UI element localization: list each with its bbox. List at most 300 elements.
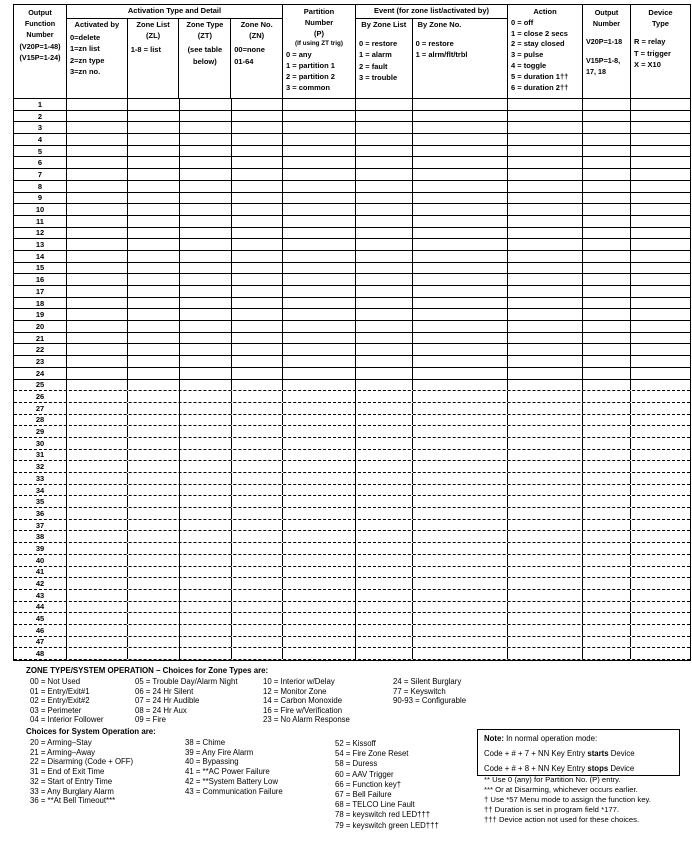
row-number-cell: 30 bbox=[14, 438, 67, 449]
footnotes: ** Use 0 (any) for Partition No. (P) entry. *** Or at Disarming, whichever occurs earlier. † Use *57 Menu mode to assign the function key. †† Duration is set in program field *177. ††† Device action not used for these choices. bbox=[484, 775, 651, 824]
blank-entry-cell bbox=[583, 263, 631, 274]
blank-entry-cell bbox=[67, 637, 128, 648]
blank-entry-cell bbox=[180, 368, 232, 379]
blank-entry-cell bbox=[232, 169, 283, 180]
blank-entry-cell bbox=[180, 216, 232, 227]
row-number-cell: 8 bbox=[14, 181, 67, 192]
blank-entry-cell bbox=[232, 590, 283, 601]
table-row bbox=[14, 251, 690, 263]
by-zone-list-title: By Zone List bbox=[361, 20, 407, 29]
blank-entry-cell bbox=[232, 228, 283, 239]
blank-entry-cell bbox=[583, 531, 631, 542]
blank-entry-cell bbox=[128, 450, 180, 461]
blank-entry-cell bbox=[413, 496, 508, 507]
blank-entry-cell bbox=[356, 450, 413, 461]
blank-entry-cell bbox=[232, 391, 283, 402]
blank-entry-cell bbox=[128, 169, 180, 180]
blank-entry-cell bbox=[128, 637, 180, 648]
blank-entry-cell bbox=[356, 508, 413, 519]
blank-entry-cell bbox=[356, 193, 413, 204]
blank-entry-cell bbox=[128, 111, 180, 122]
blank-entry-cell bbox=[283, 461, 356, 472]
blank-entry-cell bbox=[356, 263, 413, 274]
blank-entry-cell bbox=[128, 204, 180, 215]
blank-entry-cell bbox=[508, 380, 583, 391]
blank-entry-cell bbox=[232, 157, 283, 168]
system-operation-list-col3: 52 = Kissoff 54 = Fire Zone Reset 58 = Duress 60 = AAV Trigger 66 = Function key† 67 = Bell Failure 68 = TELCO Line Fault 78 = keyswitch red LED††† 79 = keyswitch green LED††† bbox=[335, 739, 439, 830]
header-zone-no bbox=[231, 19, 282, 98]
blank-entry-cell bbox=[180, 169, 232, 180]
blank-entry-cell bbox=[583, 403, 631, 414]
blank-entry-cell bbox=[283, 555, 356, 566]
row-number-cell: 38 bbox=[14, 531, 67, 542]
blank-entry-cell bbox=[583, 344, 631, 355]
blank-entry-cell bbox=[413, 204, 508, 215]
blank-entry-cell bbox=[232, 146, 283, 157]
blank-entry-cell bbox=[283, 298, 356, 309]
blank-entry-cell bbox=[583, 391, 631, 402]
row-number-cell: 31 bbox=[14, 450, 67, 461]
blank-entry-cell bbox=[232, 368, 283, 379]
blank-entry-cell bbox=[631, 403, 690, 414]
blank-entry-cell bbox=[356, 590, 413, 601]
blank-entry-cell bbox=[67, 344, 128, 355]
blank-entry-cell bbox=[356, 543, 413, 554]
blank-entry-cell bbox=[128, 403, 180, 414]
blank-entry-cell bbox=[283, 216, 356, 227]
blank-entry-cell bbox=[283, 333, 356, 344]
blank-entry-cell bbox=[413, 193, 508, 204]
blank-entry-cell bbox=[508, 415, 583, 426]
partition-note: (If using ZT trig) bbox=[295, 40, 343, 48]
row-number-cell: 36 bbox=[14, 508, 67, 519]
blank-entry-cell bbox=[583, 590, 631, 601]
blank-entry-cell bbox=[413, 146, 508, 157]
blank-entry-cell bbox=[67, 496, 128, 507]
blank-entry-cell bbox=[232, 344, 283, 355]
table-row bbox=[14, 380, 690, 392]
blank-entry-cell bbox=[128, 344, 180, 355]
blank-entry-cell bbox=[128, 239, 180, 250]
blank-entry-cell bbox=[413, 415, 508, 426]
blank-entry-cell bbox=[583, 333, 631, 344]
blank-entry-cell bbox=[508, 578, 583, 589]
blank-entry-cell bbox=[128, 496, 180, 507]
blank-entry-cell bbox=[283, 169, 356, 180]
blank-entry-cell bbox=[180, 333, 232, 344]
blank-entry-cell bbox=[631, 251, 690, 262]
row-number-cell: 17 bbox=[14, 286, 67, 297]
row-number-cell: 35 bbox=[14, 496, 67, 507]
blank-entry-cell bbox=[413, 157, 508, 168]
blank-entry-cell bbox=[583, 298, 631, 309]
blank-entry-cell bbox=[413, 543, 508, 554]
blank-entry-cell bbox=[180, 181, 232, 192]
blank-entry-cell bbox=[413, 134, 508, 145]
blank-entry-cell bbox=[180, 496, 232, 507]
blank-entry-cell bbox=[283, 228, 356, 239]
blank-entry-cell bbox=[128, 555, 180, 566]
blank-entry-cell bbox=[232, 356, 283, 367]
blank-entry-cell bbox=[413, 637, 508, 648]
blank-entry-cell bbox=[232, 520, 283, 531]
blank-entry-cell bbox=[128, 578, 180, 589]
blank-entry-cell bbox=[128, 531, 180, 542]
blank-entry-cell bbox=[631, 111, 690, 122]
blank-entry-cell bbox=[128, 99, 180, 110]
blank-entry-cell bbox=[67, 368, 128, 379]
blank-entry-cell bbox=[283, 321, 356, 332]
blank-entry-cell bbox=[128, 415, 180, 426]
row-number-cell: 14 bbox=[14, 251, 67, 262]
blank-entry-cell bbox=[128, 263, 180, 274]
blank-entry-cell bbox=[631, 274, 690, 285]
blank-entry-cell bbox=[283, 157, 356, 168]
blank-entry-cell bbox=[180, 298, 232, 309]
table-row bbox=[14, 461, 690, 473]
blank-entry-cell bbox=[508, 496, 583, 507]
blank-entry-cell bbox=[508, 321, 583, 332]
blank-entry-cell bbox=[232, 111, 283, 122]
blank-entry-cell bbox=[128, 426, 180, 437]
blank-entry-cell bbox=[356, 637, 413, 648]
table-row bbox=[14, 567, 690, 579]
row-number-cell: 27 bbox=[14, 403, 67, 414]
blank-entry-cell bbox=[67, 204, 128, 215]
blank-entry-cell bbox=[631, 344, 690, 355]
blank-entry-cell bbox=[508, 625, 583, 636]
blank-entry-cell bbox=[631, 531, 690, 542]
blank-entry-cell bbox=[180, 485, 232, 496]
event-group-title: Event (for zone list/activated by) bbox=[356, 5, 507, 19]
blank-entry-cell bbox=[413, 263, 508, 274]
blank-entry-cell bbox=[67, 543, 128, 554]
system-operation-heading: Choices for System Operation are: bbox=[26, 727, 156, 736]
blank-entry-cell bbox=[631, 134, 690, 145]
zone-type-heading: ZONE TYPE/SYSTEM OPERATION – Choices for Zone Types are: bbox=[26, 666, 269, 675]
row-number-cell: 19 bbox=[14, 309, 67, 320]
blank-entry-cell bbox=[180, 590, 232, 601]
table-row bbox=[14, 228, 690, 240]
blank-entry-cell bbox=[180, 450, 232, 461]
blank-entry-cell bbox=[356, 625, 413, 636]
blank-entry-cell bbox=[128, 625, 180, 636]
table-row bbox=[14, 122, 690, 134]
blank-entry-cell bbox=[583, 485, 631, 496]
blank-entry-cell bbox=[508, 309, 583, 320]
blank-entry-cell bbox=[413, 590, 508, 601]
blank-entry-cell bbox=[356, 321, 413, 332]
blank-entry-cell bbox=[67, 263, 128, 274]
blank-entry-cell bbox=[356, 204, 413, 215]
blank-entry-cell bbox=[508, 426, 583, 437]
blank-entry-cell bbox=[128, 298, 180, 309]
blank-entry-cell bbox=[180, 193, 232, 204]
blank-entry-cell bbox=[67, 403, 128, 414]
blank-entry-cell bbox=[413, 555, 508, 566]
blank-entry-cell bbox=[631, 637, 690, 648]
row-number-cell: 3 bbox=[14, 122, 67, 133]
blank-entry-cell bbox=[508, 461, 583, 472]
row-number-cell: 18 bbox=[14, 298, 67, 309]
note-line: Note: In normal operation mode: bbox=[484, 734, 598, 743]
blank-entry-cell bbox=[283, 613, 356, 624]
zone-type-list-col4: 24 = Silent Burglary 77 = Keyswitch 90-93 = Configurable bbox=[393, 677, 467, 706]
blank-entry-cell bbox=[583, 578, 631, 589]
blank-entry-cell bbox=[631, 496, 690, 507]
blank-entry-cell bbox=[631, 368, 690, 379]
blank-entry-cell bbox=[413, 228, 508, 239]
blank-entry-cell bbox=[232, 531, 283, 542]
table-row bbox=[14, 590, 690, 602]
blank-entry-cell bbox=[413, 531, 508, 542]
row-number-cell: 29 bbox=[14, 426, 67, 437]
device-type-options: R = relay T = trigger X = X10 bbox=[634, 37, 671, 69]
blank-entry-cell bbox=[356, 99, 413, 110]
blank-entry-cell bbox=[413, 403, 508, 414]
blank-entry-cell bbox=[631, 122, 690, 133]
zone-list-title: Zone List (ZL) bbox=[136, 20, 170, 41]
blank-entry-cell bbox=[283, 146, 356, 157]
blank-entry-cell bbox=[356, 567, 413, 578]
blank-entry-cell bbox=[508, 344, 583, 355]
blank-entry-cell bbox=[128, 648, 180, 659]
blank-entry-cell bbox=[128, 602, 180, 613]
blank-entry-cell bbox=[180, 461, 232, 472]
blank-entry-cell bbox=[356, 122, 413, 133]
blank-entry-cell bbox=[180, 157, 232, 168]
blank-entry-cell bbox=[232, 298, 283, 309]
blank-entry-cell bbox=[631, 321, 690, 332]
blank-entry-cell bbox=[356, 555, 413, 566]
blank-entry-cell bbox=[67, 333, 128, 344]
row-number-cell: 6 bbox=[14, 157, 67, 168]
row-number-cell: 48 bbox=[14, 648, 67, 659]
blank-entry-cell bbox=[283, 274, 356, 285]
blank-entry-cell bbox=[508, 391, 583, 402]
blank-entry-cell bbox=[413, 450, 508, 461]
blank-entry-cell bbox=[583, 450, 631, 461]
blank-entry-cell bbox=[283, 590, 356, 601]
blank-entry-cell bbox=[508, 146, 583, 157]
blank-entry-cell bbox=[583, 239, 631, 250]
blank-entry-cell bbox=[67, 531, 128, 542]
blank-entry-cell bbox=[631, 263, 690, 274]
blank-entry-cell bbox=[356, 134, 413, 145]
blank-entry-cell bbox=[583, 613, 631, 624]
blank-entry-cell bbox=[631, 333, 690, 344]
blank-entry-cell bbox=[180, 426, 232, 437]
blank-entry-cell bbox=[356, 485, 413, 496]
blank-entry-cell bbox=[413, 309, 508, 320]
blank-entry-cell bbox=[283, 263, 356, 274]
table-row bbox=[14, 356, 690, 368]
table-row bbox=[14, 520, 690, 532]
blank-entry-cell bbox=[128, 438, 180, 449]
blank-entry-cell bbox=[283, 403, 356, 414]
blank-entry-cell bbox=[67, 590, 128, 601]
blank-entry-cell bbox=[583, 648, 631, 659]
blank-entry-cell bbox=[67, 602, 128, 613]
blank-entry-cell bbox=[356, 403, 413, 414]
blank-entry-cell bbox=[232, 438, 283, 449]
blank-entry-cell bbox=[283, 648, 356, 659]
blank-entry-cell bbox=[508, 333, 583, 344]
blank-entry-cell bbox=[67, 461, 128, 472]
blank-entry-cell bbox=[67, 181, 128, 192]
blank-entry-cell bbox=[631, 309, 690, 320]
blank-entry-cell bbox=[583, 520, 631, 531]
blank-entry-cell bbox=[413, 99, 508, 110]
blank-entry-cell bbox=[631, 567, 690, 578]
blank-entry-cell bbox=[180, 438, 232, 449]
blank-entry-cell bbox=[128, 333, 180, 344]
blank-entry-cell bbox=[180, 274, 232, 285]
zone-type-options: (see table below) bbox=[187, 45, 223, 66]
blank-entry-cell bbox=[413, 391, 508, 402]
blank-entry-cell bbox=[583, 555, 631, 566]
note-line: Code + # + 8 + NN Key Entry stops Device bbox=[484, 764, 635, 773]
blank-entry-cell bbox=[180, 251, 232, 262]
blank-entry-cell bbox=[508, 485, 583, 496]
blank-entry-cell bbox=[508, 286, 583, 297]
table-row bbox=[14, 508, 690, 520]
blank-entry-cell bbox=[356, 157, 413, 168]
blank-entry-cell bbox=[283, 508, 356, 519]
header-output-number bbox=[583, 5, 631, 98]
blank-entry-cell bbox=[232, 613, 283, 624]
table-row bbox=[14, 613, 690, 625]
blank-entry-cell bbox=[356, 111, 413, 122]
blank-entry-cell bbox=[232, 134, 283, 145]
blank-entry-cell bbox=[232, 508, 283, 519]
blank-entry-cell bbox=[128, 461, 180, 472]
blank-entry-cell bbox=[508, 134, 583, 145]
blank-entry-cell bbox=[283, 602, 356, 613]
blank-entry-cell bbox=[67, 648, 128, 659]
blank-entry-cell bbox=[583, 193, 631, 204]
table-row bbox=[14, 298, 690, 310]
blank-entry-cell bbox=[356, 613, 413, 624]
output-number-title: Output Number bbox=[592, 8, 621, 29]
row-number-cell: 34 bbox=[14, 485, 67, 496]
header-activated-by bbox=[67, 19, 128, 98]
blank-entry-cell bbox=[356, 309, 413, 320]
row-number-cell: 43 bbox=[14, 590, 67, 601]
table-row bbox=[14, 602, 690, 614]
blank-entry-cell bbox=[583, 543, 631, 554]
blank-entry-cell bbox=[508, 531, 583, 542]
blank-entry-cell bbox=[508, 193, 583, 204]
blank-entry-cell bbox=[631, 520, 690, 531]
blank-entry-cell bbox=[356, 169, 413, 180]
blank-entry-cell bbox=[583, 146, 631, 157]
blank-entry-cell bbox=[67, 228, 128, 239]
blank-entry-cell bbox=[413, 438, 508, 449]
blank-entry-cell bbox=[631, 193, 690, 204]
blank-entry-cell bbox=[180, 648, 232, 659]
blank-entry-cell bbox=[283, 543, 356, 554]
by-zone-list-options: 0 = restore 1 = alarm 2 = fault 3 = trouble bbox=[359, 39, 398, 82]
blank-entry-cell bbox=[356, 333, 413, 344]
blank-entry-cell bbox=[631, 228, 690, 239]
blank-entry-cell bbox=[631, 648, 690, 659]
blank-entry-cell bbox=[508, 204, 583, 215]
table-row bbox=[14, 169, 690, 181]
blank-entry-cell bbox=[67, 613, 128, 624]
blank-entry-cell bbox=[508, 450, 583, 461]
table-row bbox=[14, 473, 690, 485]
blank-entry-cell bbox=[583, 567, 631, 578]
blank-entry-cell bbox=[413, 625, 508, 636]
blank-entry-cell bbox=[232, 450, 283, 461]
blank-entry-cell bbox=[232, 239, 283, 250]
blank-entry-cell bbox=[631, 239, 690, 250]
activated-by-options: 0=delete 1=zn list 2=zn type 3=zn no. bbox=[70, 33, 105, 76]
blank-entry-cell bbox=[283, 520, 356, 531]
table-row bbox=[14, 648, 690, 660]
blank-entry-cell bbox=[67, 508, 128, 519]
table-row bbox=[14, 274, 690, 286]
blank-entry-cell bbox=[413, 216, 508, 227]
blank-entry-cell bbox=[67, 298, 128, 309]
blank-entry-cell bbox=[631, 461, 690, 472]
table-header bbox=[14, 5, 690, 99]
blank-entry-cell bbox=[232, 637, 283, 648]
blank-entry-cell bbox=[128, 485, 180, 496]
blank-entry-cell bbox=[356, 228, 413, 239]
blank-entry-cell bbox=[508, 648, 583, 659]
row-number-cell: 15 bbox=[14, 263, 67, 274]
blank-entry-cell bbox=[232, 181, 283, 192]
table-row bbox=[14, 391, 690, 403]
table-row bbox=[14, 637, 690, 649]
blank-entry-cell bbox=[283, 496, 356, 507]
blank-entry-cell bbox=[283, 286, 356, 297]
row-number-cell: 47 bbox=[14, 637, 67, 648]
blank-entry-cell bbox=[583, 380, 631, 391]
row-number-cell: 26 bbox=[14, 391, 67, 402]
blank-entry-cell bbox=[67, 111, 128, 122]
blank-entry-cell bbox=[232, 543, 283, 554]
blank-entry-cell bbox=[67, 578, 128, 589]
blank-entry-cell bbox=[356, 368, 413, 379]
blank-entry-cell bbox=[508, 111, 583, 122]
zone-type-list-col1: 00 = Not Used 01 = Entry/Exit#1 02 = Entry/Exit#2 03 = Perimeter 04 = Interior Follower bbox=[30, 677, 104, 725]
blank-entry-cell bbox=[413, 508, 508, 519]
header-group-event bbox=[356, 5, 508, 98]
blank-entry-cell bbox=[508, 508, 583, 519]
blank-entry-cell bbox=[283, 485, 356, 496]
row-number-cell: 22 bbox=[14, 344, 67, 355]
blank-entry-cell bbox=[356, 146, 413, 157]
blank-entry-cell bbox=[583, 321, 631, 332]
blank-entry-cell bbox=[508, 473, 583, 484]
blank-entry-cell bbox=[583, 122, 631, 133]
table-row bbox=[14, 286, 690, 298]
blank-entry-cell bbox=[128, 590, 180, 601]
blank-entry-cell bbox=[232, 578, 283, 589]
blank-entry-cell bbox=[631, 590, 690, 601]
output-number-range-v20p: V20P=1-18 bbox=[586, 37, 623, 47]
table-row bbox=[14, 438, 690, 450]
blank-entry-cell bbox=[413, 169, 508, 180]
blank-entry-cell bbox=[180, 567, 232, 578]
row-number-cell: 13 bbox=[14, 239, 67, 250]
blank-entry-cell bbox=[128, 543, 180, 554]
blank-entry-cell bbox=[356, 216, 413, 227]
row-number-cell: 20 bbox=[14, 321, 67, 332]
